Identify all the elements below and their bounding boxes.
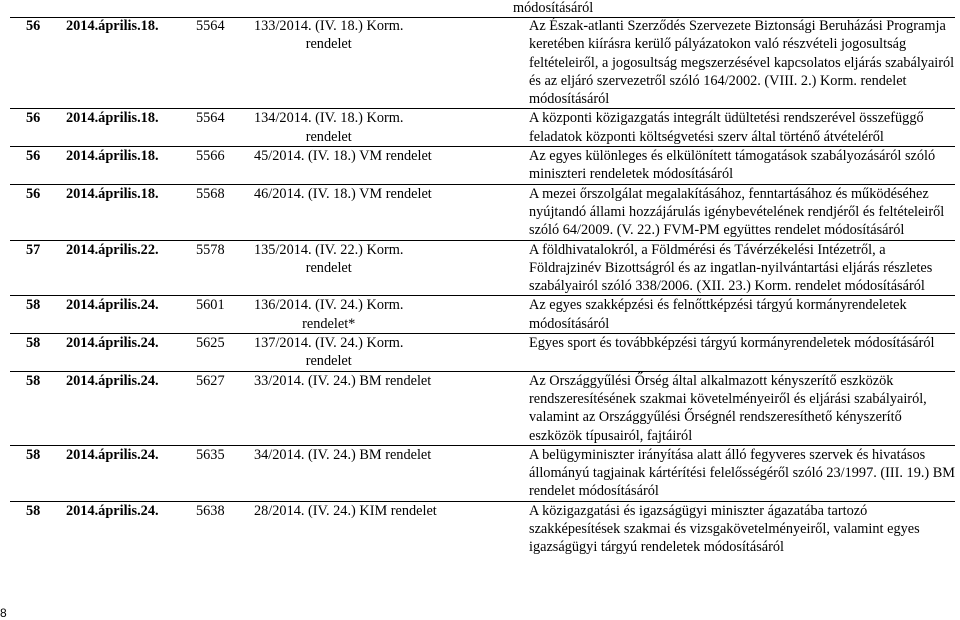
issue-number: 58 xyxy=(10,334,66,372)
page-reference: 5627 xyxy=(196,371,254,445)
publication-date: 2014.április.22. xyxy=(66,240,196,296)
regulation-number-text xyxy=(254,241,403,278)
page-reference: 5635 xyxy=(196,445,254,501)
publication-date: 2014.április.24. xyxy=(66,334,196,372)
regulation-number xyxy=(254,184,523,240)
regulation-number-line1: 45/2014. (IV. 18.) VM rendelet xyxy=(254,148,432,165)
regulation-number xyxy=(254,109,523,147)
regulation-title: Az egyes szakképzési és felnőttképzési tárgyú kormányrendeletek módosításáról xyxy=(523,296,955,334)
table-row xyxy=(10,445,955,501)
regulation-number-text xyxy=(254,147,432,165)
issue-number: 58 xyxy=(10,501,66,556)
regulation-number-text xyxy=(254,185,432,203)
regulation-title: A földhivatalokról, a Földmérési és Távérzékelési Intézetről, a Földrajzinév Bizottságról és az ingatlan-nyilvántartási eljárás részletes szabályairól szóló 338/2006. (XII. 23.) Korm. rendelet módosításáról xyxy=(523,240,955,296)
regulation-number-line2: rendelet xyxy=(305,353,352,370)
issue-number: 58 xyxy=(10,296,66,334)
publication-date: 2014.április.24. xyxy=(66,371,196,445)
issue-number: 56 xyxy=(10,147,66,185)
regulation-number-text xyxy=(254,109,403,146)
table-row xyxy=(10,184,955,240)
regulation-number-line1: 137/2014. (IV. 24.) Korm. xyxy=(254,335,404,352)
table-row xyxy=(10,240,955,296)
regulation-number xyxy=(254,240,523,296)
regulation-number-line1: 33/2014. (IV. 24.) BM rendelet xyxy=(254,372,432,389)
regulation-number-line2: rendelet xyxy=(305,36,352,53)
regulation-number-line2: rendelet xyxy=(305,259,352,276)
regulation-number-line1: 34/2014. (IV. 24.) BM rendelet xyxy=(254,446,432,463)
page-reference: 5566 xyxy=(196,147,254,185)
regulation-title: A központi közigazgatás integrált üdültetési rendszerével összefüggő feladatok központi költségvetési szerv által történő átvételéről xyxy=(523,109,955,147)
regulation-title: Az egyes különleges és elkülönített támogatások szabályozásáról szóló miniszteri rendeletek módosításáról xyxy=(523,147,955,185)
table-row xyxy=(10,17,955,109)
page-reference: 5568 xyxy=(196,184,254,240)
publication-date: 2014.április.18. xyxy=(66,109,196,147)
publication-date: 2014.április.18. xyxy=(66,184,196,240)
regulation-number-line1: 135/2014. (IV. 22.) Korm. xyxy=(254,241,404,258)
regulation-title: A belügyminiszter irányítása alatt álló fegyveres szervek és hivatásos állományú tagjainak kártérítési felelősségéről szóló 23/1997. (III. 19.) BM rendelet módosításáról xyxy=(523,445,955,501)
page-reference: 5638 xyxy=(196,501,254,556)
issue-number: 56 xyxy=(26,18,41,34)
top-continuation-text: módosításáról xyxy=(513,0,594,16)
regulation-number-line1: 136/2014. (IV. 24.) Korm. xyxy=(254,297,404,314)
regulation-number-text xyxy=(254,372,431,390)
table-body xyxy=(10,17,955,557)
table-row xyxy=(10,371,955,445)
issue-number: 56 xyxy=(10,184,66,240)
table-row xyxy=(10,501,955,556)
regulation-title: Az Országgyűlési Őrség által alkalmazott kényszerítő eszközök rendszeresítésének szakmai követelményeiről és eljárási szabályairól, valamint az Országgyűlési Őrségnél rendszeresíthető kényszerítő eszközök típusairól, fajtáiról xyxy=(523,371,955,445)
publication-date: 2014.április.18. xyxy=(66,147,196,185)
issue-number: 57 xyxy=(10,240,66,296)
page-reference: 5564 xyxy=(196,109,254,147)
page-reference: 5564 xyxy=(196,18,225,34)
page-reference: 5578 xyxy=(196,240,254,296)
regulation-number xyxy=(254,296,523,334)
issue-number: 58 xyxy=(10,445,66,501)
page-reference: 5601 xyxy=(196,296,254,334)
table-row xyxy=(10,109,955,147)
regulation-number-text xyxy=(254,446,431,464)
regulation-number-line2: rendelet xyxy=(305,128,352,145)
regulation-number xyxy=(254,147,523,185)
table-row xyxy=(10,334,955,372)
publication-date: 2014.április.24. xyxy=(66,296,196,334)
table-row xyxy=(10,147,955,185)
regulation-number-text xyxy=(254,296,403,333)
regulation-number xyxy=(254,17,523,109)
table-row xyxy=(10,296,955,334)
regulation-number xyxy=(254,334,523,372)
regulation-number xyxy=(254,501,523,556)
regulation-number-text xyxy=(254,334,403,371)
regulation-number-text xyxy=(254,17,403,54)
issue-number: 56 xyxy=(10,109,66,147)
publication-date: 2014.április.24. xyxy=(66,445,196,501)
publication-date: 2014.április.24. xyxy=(66,501,196,556)
regulation-title: Egyes sport és továbbképzési tárgyú kormányrendeletek módosításáról xyxy=(523,334,955,372)
regulation-title: Az Észak-atlanti Szerződés Szervezete Biztonsági Beruházási Programja keretében kiírásra kerülő pályázatokon való részvételi jogosultság feltételeiről, a jogosultság megszerzésével kapcsolatos eljárás szabályairól és az eljáró szervezetről szóló 164/2002. (VIII. 2.) Korm. rendelet módosításáról xyxy=(529,18,955,108)
regulation-number xyxy=(254,445,523,501)
regulation-number xyxy=(254,371,523,445)
regulation-number-text xyxy=(254,502,437,520)
regulation-title: A mezei őrszolgálat megalakításához, fenntartásához és működéséhez nyújtandó állami hozzájárulás igénybevételének rendjéről és feltételeiről szóló 64/2009. (V. 22.) FVM-PM együttes rendelet módosításáról xyxy=(523,184,955,240)
issue-number: 58 xyxy=(10,371,66,445)
gazette-index-table xyxy=(10,17,955,557)
regulation-number-line1: 133/2014. (IV. 18.) Korm. xyxy=(254,18,404,34)
regulation-number-line1: 134/2014. (IV. 18.) Korm. xyxy=(254,110,404,127)
page-reference: 5625 xyxy=(196,334,254,372)
regulation-title: A közigazgatási és igazságügyi miniszter ágazatába tartozó szakképesítések szakmai és vizsgakövetelményeiről, valamint egyes igazságügyi tárgyú rendeletek módosításáról xyxy=(523,501,955,556)
regulation-number-line1: 28/2014. (IV. 24.) KIM rendelet xyxy=(254,502,437,519)
publication-date: 2014.április.18. xyxy=(66,18,159,34)
regulation-number-line2: rendelet* xyxy=(302,315,356,332)
regulation-number-line1: 46/2014. (IV. 18.) VM rendelet xyxy=(254,185,432,202)
page-number: 8 xyxy=(0,606,7,620)
